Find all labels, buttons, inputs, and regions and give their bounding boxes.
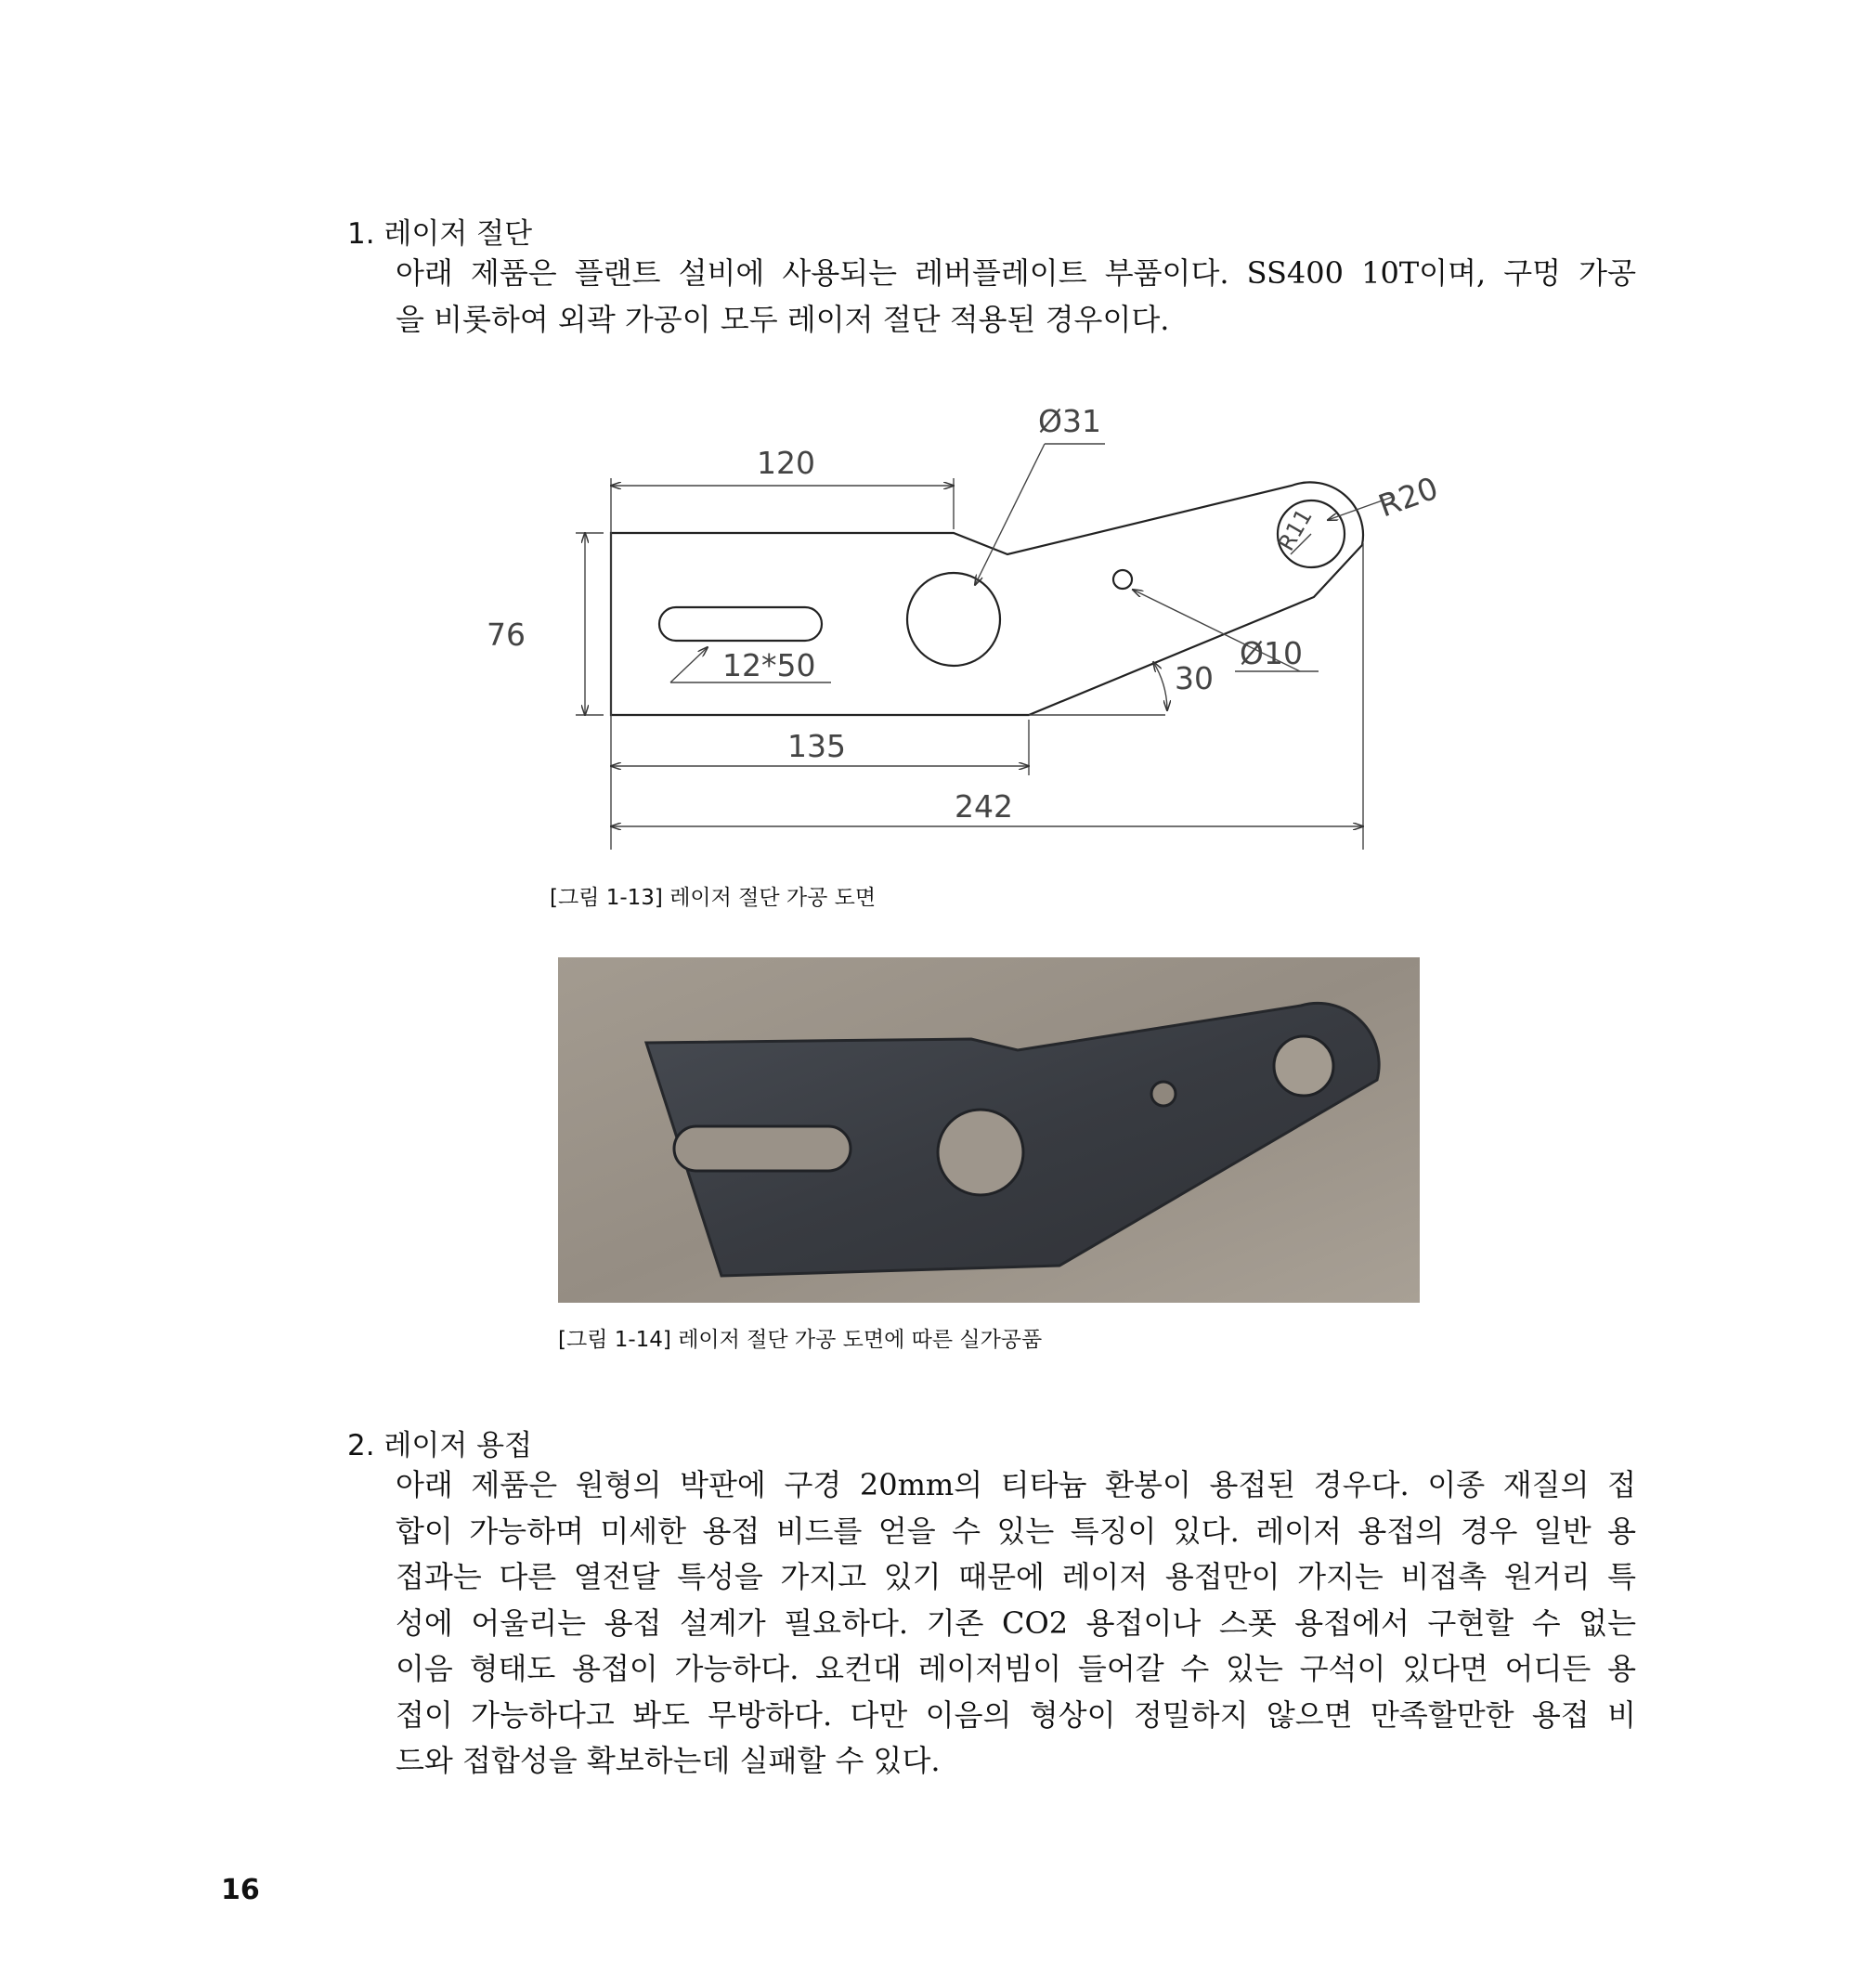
photo-big-hole: [938, 1110, 1023, 1195]
dim-242: 242: [955, 788, 1013, 825]
laser-cut-drawing: [464, 385, 1443, 868]
paragraph-line: 성에 어울리는 용접 설계가 필요하다. 기존 CO2 용접이나 스폿 용접에서 구현할 수 없는: [396, 1605, 1636, 1641]
section2-heading: 2. 레이저 용접: [347, 1429, 533, 1462]
dim-hole-10: Ø10: [1240, 635, 1303, 671]
figure-14-caption: [그림 1-14] 레이저 절단 가공 도면에 따른 실가공품: [558, 1328, 1043, 1352]
paragraph-line: 이음 형태도 용접이 가능하다. 요컨대 레이저빔이 들어갈 수 있는 구석이 있다면 어디든 용: [396, 1651, 1636, 1686]
dim-slot: 12*50: [722, 647, 816, 683]
paragraph-line: 을 비롯하여 외곽 가공이 모두 레이저 절단 적용된 경우이다.: [396, 301, 1170, 337]
paragraph-line: 접이 가능하다고 봐도 무방하다. 다만 이음의 형상이 정밀하지 않으면 만족할만한 용접 비: [396, 1696, 1636, 1733]
paragraph-line: 아래 제품은 플랜트 설비에 사용되는 레버플레이트 부품이다. SS400 10T이며, 구멍 가공: [396, 255, 1636, 291]
dim-r11: R11: [1272, 504, 1318, 555]
dim-r20: R20: [1373, 469, 1443, 525]
dim-hole-31: Ø31: [1038, 403, 1101, 439]
photo-slot: [674, 1126, 851, 1171]
paragraph-line: 접과는 다른 열전달 특성을 가지고 있기 때문에 레이저 용접만이 가지는 비접촉 원거리 특: [396, 1559, 1636, 1594]
section1-paragraph: [396, 251, 1636, 343]
paragraph-line: 합이 가능하며 미세한 용접 비드를 얻을 수 있는 특징이 있다. 레이저 용접의 경우 일반 용: [396, 1513, 1636, 1549]
hole-10-shape: [1113, 570, 1132, 589]
hole-31-shape: [907, 573, 1000, 666]
paragraph-line: 드와 접합성을 확보하는데 실패할 수 있다.: [396, 1743, 941, 1778]
section1-heading: 1. 레이저 절단: [347, 217, 533, 251]
dim-135: 135: [787, 728, 846, 764]
dim-angle-30: 30: [1175, 660, 1214, 696]
section2-paragraph: [396, 1462, 1636, 1785]
paragraph-line: 아래 제품은 원형의 박판에 구경 20mm의 티타늄 환봉이 용접된 경우다. 이종 재질의 접: [396, 1467, 1636, 1502]
laser-cut-part-photo: [558, 957, 1420, 1303]
figure-13-caption: [그림 1-13] 레이저 절단 가공 도면: [550, 886, 877, 910]
photo-end-hole: [1274, 1036, 1333, 1096]
dim-76: 76: [487, 617, 526, 653]
page-number: 16: [221, 1874, 260, 1906]
slot-shape: [659, 607, 822, 641]
photo-small-hole: [1151, 1082, 1176, 1106]
dim-120: 120: [757, 445, 815, 481]
